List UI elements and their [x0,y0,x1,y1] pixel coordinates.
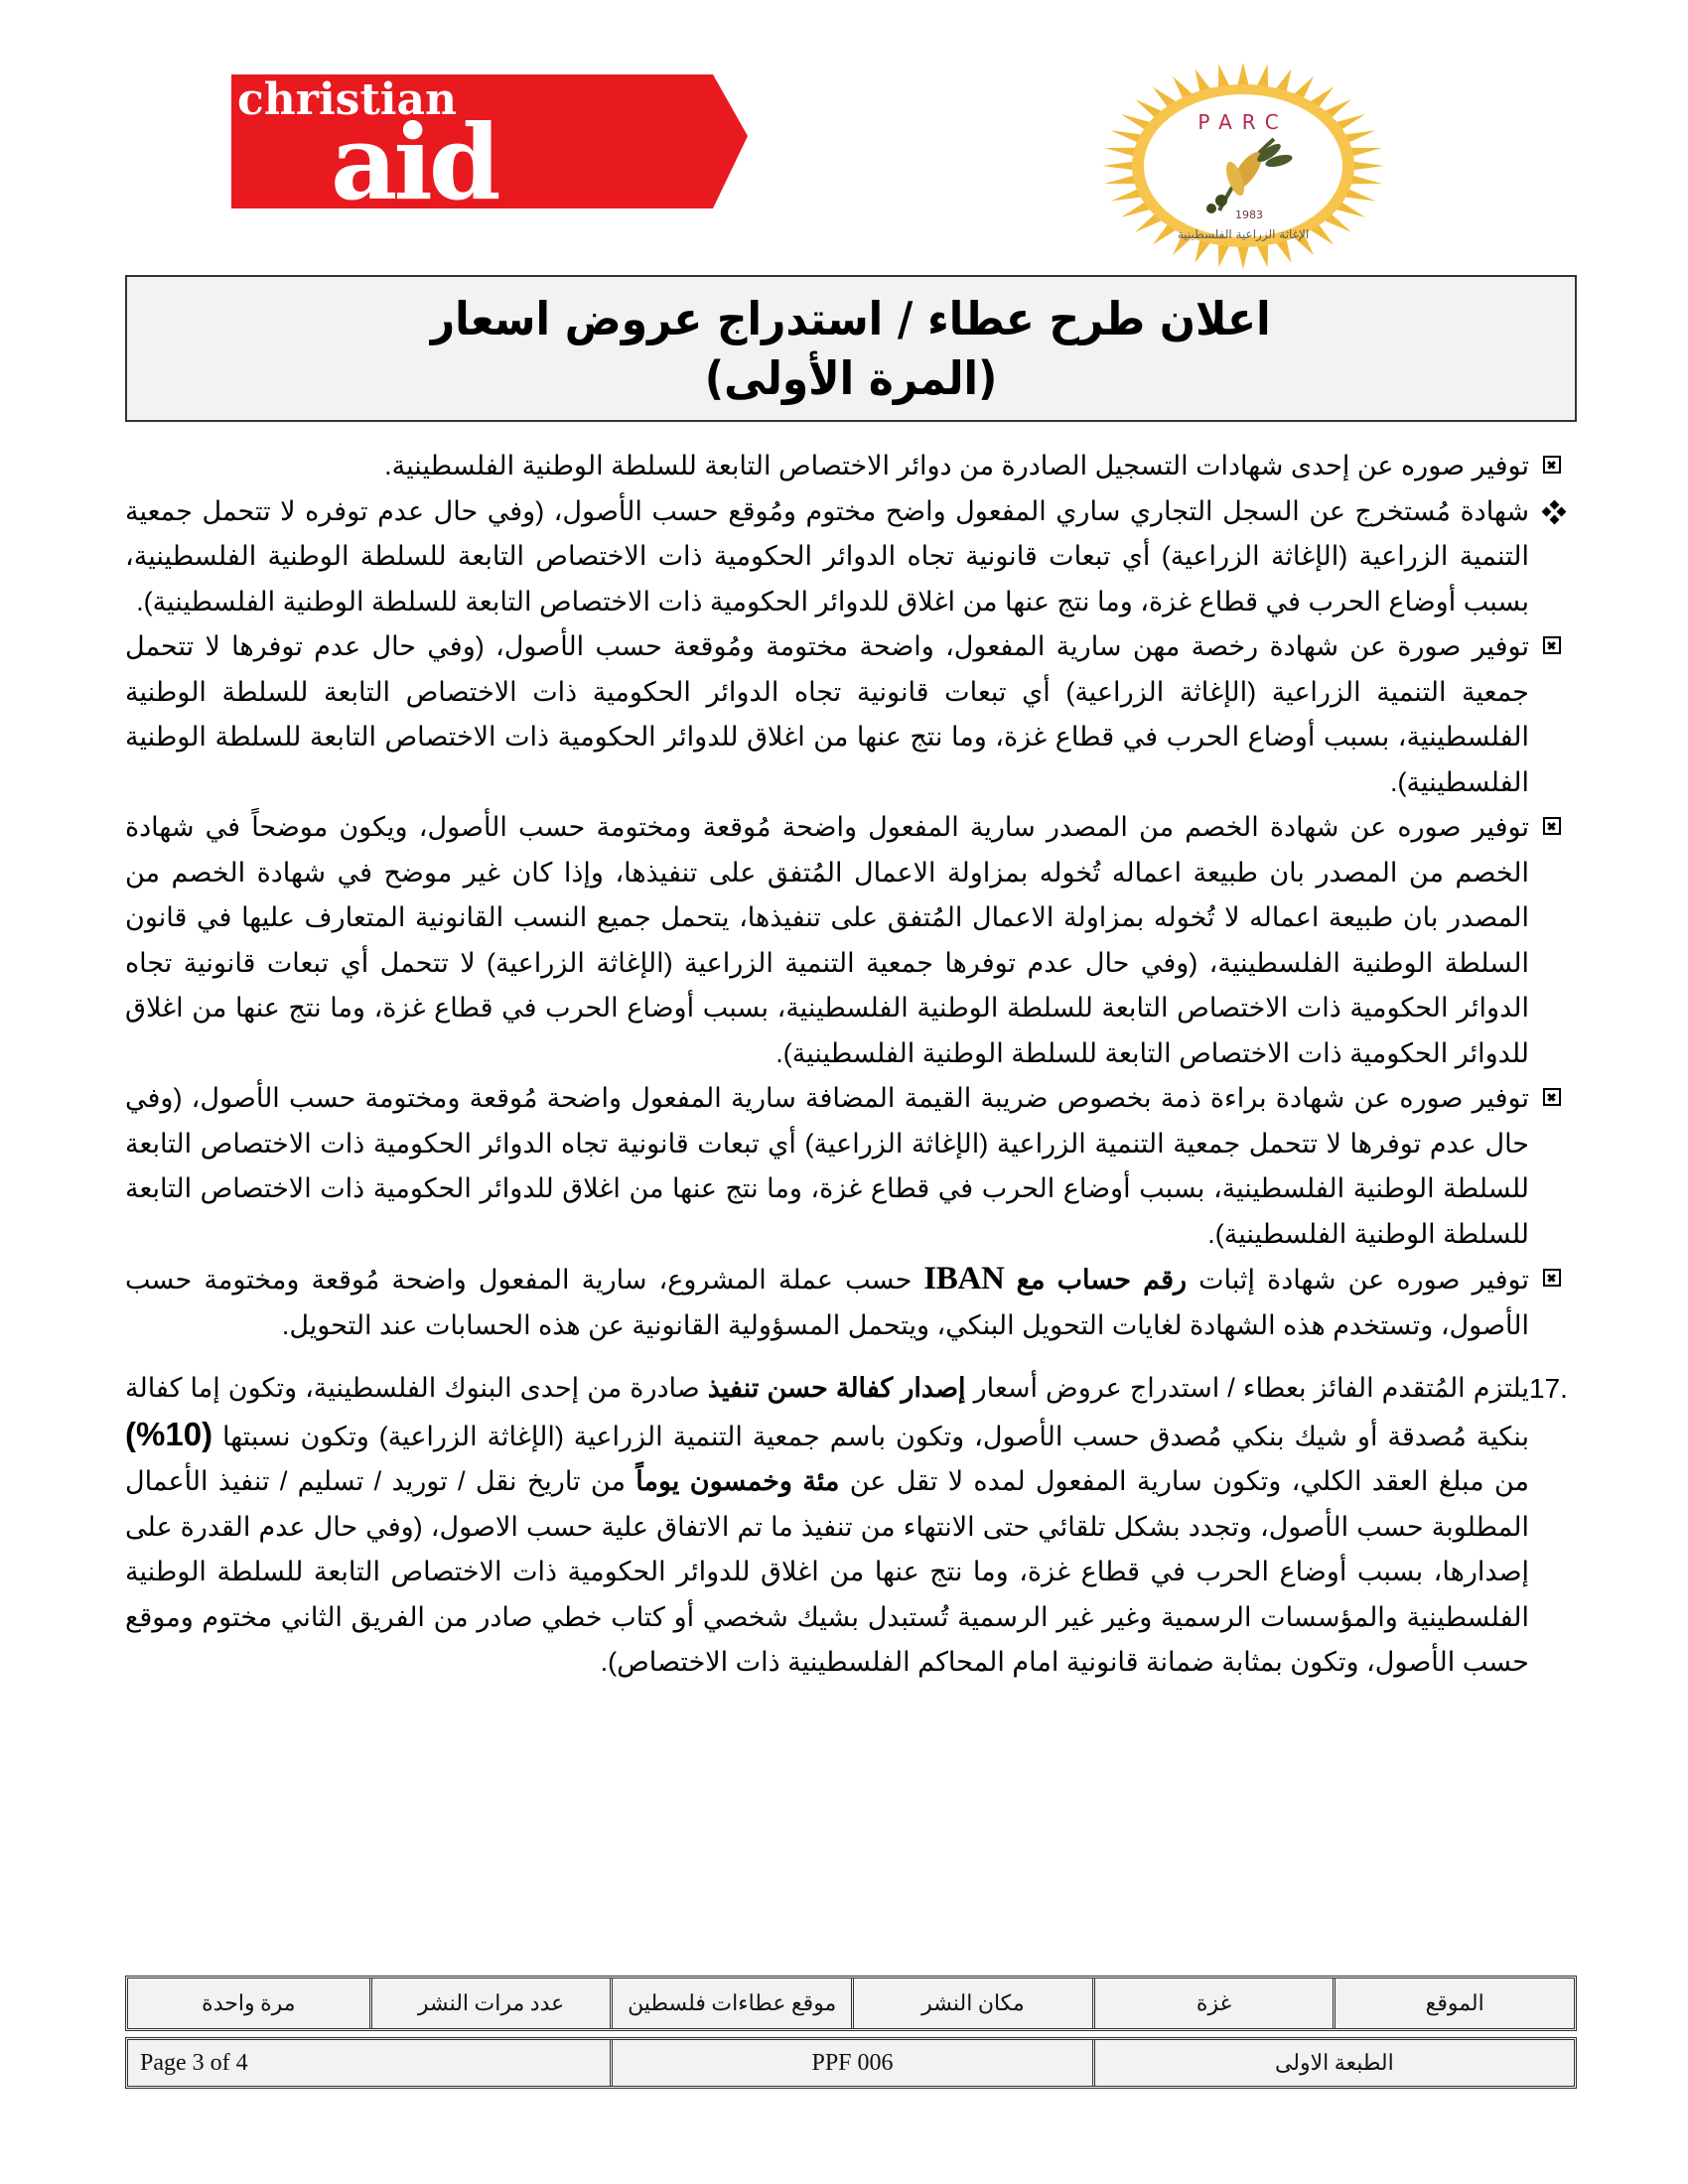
list-item-text: توفير صوره عن شهادة براءة ذمة بخصوص ضريبة القيمة المضافة سارية المفعول واضحة مُوقعة ومختومة حسب الأصول، (وفي حال عدم توفرها لا تتحمل جمعية التنمية الزراعية (الإغاثة الزراعية) أي تبعات قانونية تجاه الدوائر الحكومية ذات الاختصاص التابعة للسلطة الوطنية الفلسطينية، بسبب أوضاع الحرب في قطاع غزة، وما نتج عنها من اغلاق للدوائر الحكومية ذات الاختصاص التابعة للسلطة الوطنية الفلسطينية). [125,1083,1529,1249]
diamond-bullet-icon [1543,501,1565,523]
clause-bold-guarantee: إصدار كفالة حسن تنفيذ [707,1373,966,1403]
clause-text-part: من تاريخ نقل / توريد / تسليم / تنفيذ الأعمال المطلوبة حسب الأصول، وتجدد بشكل تلقائي حتى الانتهاء من تنفيذ ما تم الاتفاق علية حسب الاصول، (وفي حال عدم القدرة على إصدارها، بسبب أوضاع الحرب في قطاع غزة، وما نتج عنها من اغلاق للدوائر الحكومية ذات الاختصاص التابعة للسلطة الوطنية الفلسطينية والمؤسسات الرسمية وغير غير الرسمية تُستبدل بشيك شخصي أو كتاب خطي صادر من الفريق الثاني مختوم وموقع حسب الأصول، وتكون بمثابة ضمانة قانونية امام المحاكم الفلسطينية ذات الاختصاص). [125,1466,1529,1677]
announcement-title-box [125,275,1577,422]
list-item-text: شهادة مُستخرج عن السجل التجاري ساري المفعول واضح مختوم ومُوقع حسب الأصول، (وفي حال عدم توفره لا تتحمل جمعية التنمية الزراعية (الإغاثة الزراعية) أي تبعات قانونية تجاه الدوائر الحكومية ذات الاختصاص التابعة للسلطة الوطنية الفلسطينية، بسبب أوضاع الحرب في قطاع غزة، وما نتج عنها من اغلاق للدوائر الحكومية ذات الاختصاص التابعة للسلطة الوطنية الفلسطينية). [125,495,1529,616]
list-item [125,444,1577,489]
checkbox-x-icon [1543,1269,1561,1287]
clause-text-part: من مبلغ العقد الكلي، وتكون سارية المفعول لمده لا تقل عن [839,1466,1529,1496]
logo-text-christian: christian [237,74,457,125]
list-item-text: توفير صوره عن شهادة الخصم من المصدر سارية المفعول واضحة مُوقعة ومختومة حسب الأصول، ويكون موضحاً في شهادة الخصم من المصدر بان طبيعة اعماله تُخوله بمزاولة الاعمال المُتفق على تنفيذها، وإذا كان غير موضح في شهادة الخصم من المصدر بان طبيعة اعماله لا تُخوله بمزاولة الاعمال المُتفق على تنفيذها، يتحمل جميع النسب القانونية المتعارف عليها في قانون السلطة الوطنية الفلسطينية، (وفي حال عدم توفرها جمعية التنمية الزراعية (الإغاثة الزراعية) لا تتحمل أي تبعات قانونية تجاه الدوائر الحكومية ذات الاختصاص التابعة للسلطة الوطنية الفلسطينية، بسبب أوضاع الحرب في قطاع غزة، وما نتج عنها من اغلاق للدوائر الحكومية ذات الاختصاص التابعة للسلطة الوطنية الفلسطينية). [125,812,1529,1068]
clause-number: 17. [1529,1373,1568,1404]
sun-ray [1350,161,1384,170]
clause-bold-duration: مئة وخمسون يوماً [635,1466,840,1496]
list-item [125,805,1577,1076]
sun-ray [1102,161,1136,170]
checkbox-x-icon [1543,636,1561,654]
footer-edition: الطبعة الاولى [1092,2040,1574,2086]
logo-parc-text: PARC [1197,110,1289,134]
list-item-text: توفير صورة عن شهادة رخصة مهن سارية المفعول، واضحة مختومة ومُوقعة حسب الأصول، (وفي حال عدم توفرها لا تتحمل جمعية التنمية الزراعية (الإغاثة الزراعية) أي تبعات قانونية تجاه الدوائر الحكومية ذات الاختصاص التابعة للسلطة الوطنية الفلسطينية، بسبب أوضاع الحرب في قطاع غزة، وما نتج عنها من اغلاق للدوائر الحكومية ذات الاختصاص التابعة للسلطة الوطنية الفلسطينية). [125,631,1529,797]
footer-cell-publish-count-label: عدد مرات النشر [369,1979,611,2028]
clause-text [125,1366,1529,1686]
checkbox-x-icon [1543,456,1561,474]
footer-cell-publish-place-value: موقع عطاءات فلسطين [610,1979,851,2028]
footer-page-table [125,2037,1577,2089]
iban-text-before: توفير صوره عن شهادة إثبات [1187,1265,1529,1295]
footer-page-number: Page 3 of 4 [140,2049,248,2076]
list-item-text: توفير صوره عن إحدى شهادات التسجيل الصادرة من دوائر الاختصاص التابعة للسلطة الوطنية الفلسطينية. [384,451,1529,480]
iban-label: IBAN [923,1261,1005,1297]
requirements-list [125,444,1577,1686]
logo-arabic-name: الإغاثة الزراعية الفلسطينية [1177,227,1310,241]
logo-text-aid: aid [331,101,497,208]
clause-bold-percentage: (10%) [125,1415,213,1452]
iban-bold-text: رقم حساب مع [1016,1265,1188,1295]
list-item [125,1257,1577,1348]
checkbox-x-icon [1543,1088,1561,1106]
logo-year: 1983 [1235,208,1263,221]
footer-cell-publish-place-label: مكان النشر [851,1979,1092,2028]
list-item [125,489,1577,625]
footer-cell-location-value: غزة [1092,1979,1334,2028]
footer-publication-table [125,1976,1577,2031]
clause-17 [125,1366,1577,1686]
christian-aid-logo [231,74,748,208]
footer-cell-publish-count-value: مرة واحدة [202,1990,296,2015]
parc-logo [1100,62,1386,270]
iban-text-after: حسب عملة المشروع، سارية المفعول واضحة مُوقعة ومختومة حسب الأصول، وتستخدم هذه الشهادة لغايات التحويل البنكي، ويتحمل المسؤولية القانونية عن هذه الحسابات عند التحويل. [125,1265,1529,1340]
checkbox-x-icon [1543,817,1561,835]
page-subtitle: (المرة الأولى) [704,351,998,405]
list-item [125,624,1577,805]
footer-document-code: PPF 006 [610,2040,1091,2086]
clause-text-part: صادرة من إحدى البنوك الفلسطينية، وتكون إما كفالة بنكية مُصدقة أو شيك بنكي مُصدق حسب الأصول، وتكون باسم جمعية التنمية الزراعية (الإغاثة الزراعية) وتكون نسبتها [125,1373,1529,1451]
list-item [125,1076,1577,1257]
clause-text-part: يلتزم المُتقدم الفائز بعطاء / استدراج عروض أسعار [965,1373,1529,1403]
footer-cell-location-label: الموقع [1333,1979,1574,2028]
list-item-text [125,1257,1529,1348]
page-title: اعلان طرح عطاء / استدراج عروض اسعار [431,292,1271,345]
